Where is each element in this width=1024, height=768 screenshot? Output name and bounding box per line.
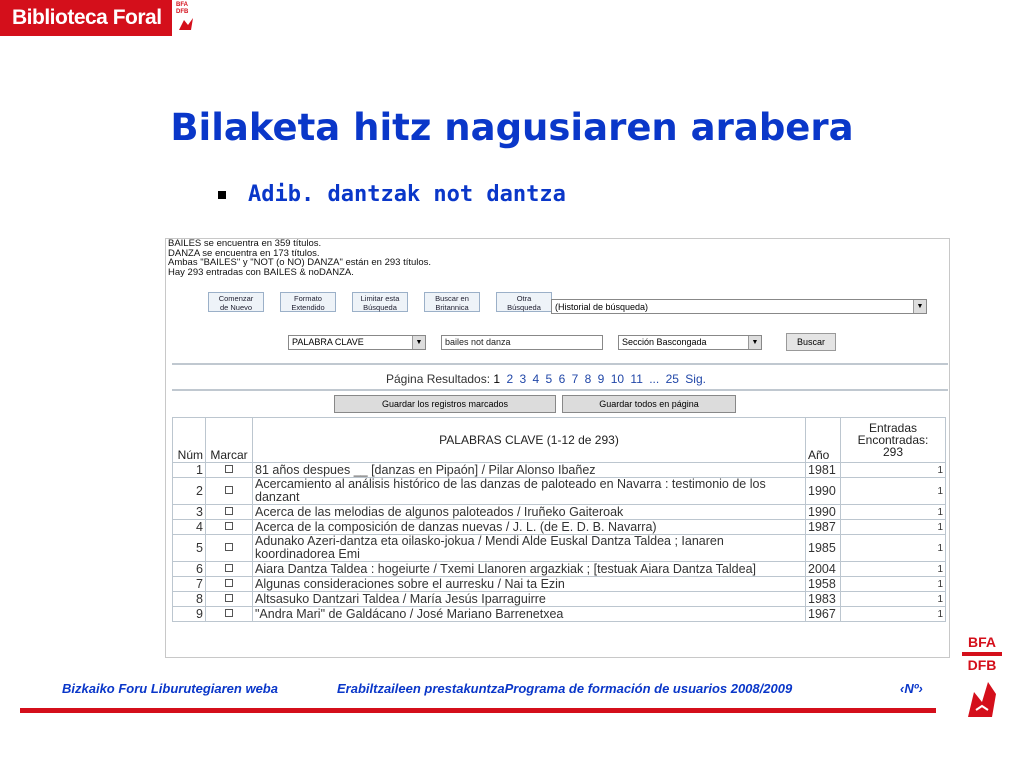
divider (172, 363, 948, 365)
result-count: 1 (841, 577, 946, 592)
footer-divider (20, 708, 936, 713)
search-type-select[interactable]: PALABRA CLAVE ▼ (288, 335, 426, 350)
row-number: 1 (173, 463, 206, 478)
header-count: Entradas Encontradas: 293 (841, 418, 946, 463)
row-number: 9 (173, 607, 206, 622)
result-year: 1967 (806, 607, 841, 622)
search-button[interactable]: Buscar (786, 333, 836, 351)
header-mark: Marcar (206, 418, 253, 463)
result-count: 1 (841, 535, 946, 562)
result-count: 1 (841, 607, 946, 622)
checkbox-icon[interactable] (225, 522, 233, 530)
bfa-dfb-logo-icon: BFA DFB (962, 635, 1002, 725)
mark-checkbox[interactable] (206, 520, 253, 535)
mark-checkbox[interactable] (206, 535, 253, 562)
table-header-row (173, 418, 946, 463)
row-number: 3 (173, 505, 206, 520)
checkbox-icon[interactable] (225, 465, 233, 473)
result-year: 1983 (806, 592, 841, 607)
header-title: PALABRAS CLAVE (1-12 de 293) (253, 418, 806, 463)
bullet-text: Adib. dantzak not dantza (248, 182, 566, 207)
another-search-button[interactable]: Otra Búsqueda (496, 292, 552, 312)
result-year: 1990 (806, 478, 841, 505)
table-row (173, 478, 946, 505)
page-link[interactable]: 5 (545, 372, 553, 386)
result-year: 1958 (806, 577, 841, 592)
checkbox-icon[interactable] (225, 579, 233, 587)
limit-search-button[interactable]: Limitar esta Búsqueda (352, 292, 408, 312)
page-ellipsis: ... (649, 372, 660, 386)
page-link[interactable]: 8 (584, 372, 592, 386)
result-count: 1 (841, 592, 946, 607)
mark-checkbox[interactable] (206, 463, 253, 478)
result-year: 1987 (806, 520, 841, 535)
result-count: 1 (841, 520, 946, 535)
checkbox-icon[interactable] (225, 507, 233, 515)
mark-checkbox[interactable] (206, 505, 253, 520)
chevron-down-icon: ▼ (748, 336, 761, 349)
checkbox-icon[interactable] (225, 609, 233, 617)
save-all-button[interactable]: Guardar todos en página (562, 395, 736, 413)
mark-checkbox[interactable] (206, 577, 253, 592)
result-year: 2004 (806, 562, 841, 577)
table-row (173, 505, 946, 520)
checkbox-icon[interactable] (225, 594, 233, 602)
start-over-button[interactable]: Comenzar de Nuevo (208, 292, 264, 312)
page-link[interactable]: 3 (519, 372, 527, 386)
message-line: BAILES se encuentra en 359 títulos. (168, 238, 322, 249)
result-title-link[interactable]: "Andra Mari" de Galdácano / José Mariano Barrenetxea (253, 607, 806, 622)
table-row (173, 562, 946, 577)
result-year: 1990 (806, 505, 841, 520)
row-number: 5 (173, 535, 206, 562)
table-row (173, 520, 946, 535)
page-link[interactable]: 6 (558, 372, 566, 386)
row-number: 6 (173, 562, 206, 577)
row-number: 2 (173, 478, 206, 505)
mark-checkbox[interactable] (206, 562, 253, 577)
header-year: Año (806, 418, 841, 463)
checkbox-icon[interactable] (225, 564, 233, 572)
bullet-item (218, 182, 566, 207)
result-title-link[interactable]: Algunas consideraciones sobre el aurresku / Nai ta Ezin (253, 577, 806, 592)
table-row (173, 535, 946, 562)
biblioteca-foral-logo (0, 0, 172, 36)
result-count: 1 (841, 478, 946, 505)
page-link[interactable]: 4 (532, 372, 540, 386)
footer-center: Erabiltzaileen prestakuntzaPrograma de formación de usuarios 2008/2009 (337, 681, 793, 696)
divider (172, 389, 948, 391)
page-link[interactable]: 7 (571, 372, 579, 386)
result-title-link[interactable]: Acerca de la composición de danzas nuevas / J. L. (de E. D. B. Navarra) (253, 520, 806, 535)
page-link[interactable]: 9 (597, 372, 605, 386)
location-select[interactable]: Sección Bascongada ▼ (618, 335, 762, 350)
checkbox-icon[interactable] (225, 486, 233, 494)
next-page-link[interactable]: Sig. (685, 372, 706, 386)
page-link[interactable]: 25 (665, 372, 679, 386)
table-row (173, 577, 946, 592)
search-history-select[interactable]: (Historial de búsqueda) ▼ (551, 299, 927, 314)
search-input[interactable]: bailes not danza (441, 335, 603, 350)
extended-format-button[interactable]: Formato Extendido (280, 292, 336, 312)
result-count: 1 (841, 463, 946, 478)
search-britannica-button[interactable]: Buscar en Britannica (424, 292, 480, 312)
pagination-label: Página Resultados: (386, 372, 491, 386)
chevron-down-icon: ▼ (412, 336, 425, 349)
mark-checkbox[interactable] (206, 607, 253, 622)
table-row (173, 592, 946, 607)
heraldic-emblem-icon (962, 672, 1002, 722)
page-link[interactable]: 2 (506, 372, 514, 386)
bfa-emblem-icon: BFA DFB (176, 2, 198, 38)
message-line: DANZA se encuentra en 173 títulos. (168, 247, 320, 259)
result-title-link[interactable]: Aiara Dantza Taldea : hogeiurte / Txemi Llanoren argazkiak ; [testuak Aiara Dantza Taldea] (253, 562, 806, 577)
chevron-down-icon: ▼ (913, 300, 926, 313)
page-number: ‹Nº› (900, 681, 923, 696)
result-count: 1 (841, 505, 946, 520)
result-title-link[interactable]: 81 años despues __ [danzas en Pipaón] / Pilar Alonso Ibañez (253, 463, 806, 478)
result-year: 1981 (806, 463, 841, 478)
header-num: Núm (173, 418, 206, 463)
opac-screenshot (165, 238, 950, 658)
page-link[interactable]: 11 (630, 372, 643, 386)
bullet-square-icon (218, 191, 226, 199)
mark-checkbox[interactable] (206, 478, 253, 505)
slide-title: Bilaketa hitz nagusiaren arabera (170, 106, 854, 149)
results-table (172, 417, 946, 622)
row-number: 4 (173, 520, 206, 535)
result-title-link[interactable]: Acercamiento al análisis histórico de las danzas de paloteado en Navarra : testimonio de los danzant (253, 478, 806, 505)
mark-checkbox[interactable] (206, 592, 253, 607)
pagination (386, 372, 709, 386)
result-title-link[interactable]: Acerca de las melodias de algunos paloteados / Iruñeko Gaiteroak (253, 505, 806, 520)
row-number: 7 (173, 577, 206, 592)
result-count: 1 (841, 562, 946, 577)
search-messages (168, 239, 431, 277)
result-title-link[interactable]: Altsasuko Dantzari Taldea / María Jesús Iparraguirre (253, 592, 806, 607)
save-marked-button[interactable]: Guardar los registros marcados (334, 395, 556, 413)
page-link[interactable]: 10 (610, 372, 625, 386)
footer-left: Bizkaiko Foru Liburutegiaren weba (62, 681, 278, 696)
result-title-link[interactable]: Adunako Azeri-dantza eta oilasko-jokua / Mendi Alde Euskal Dantza Taldea ; Ianaren koordinadorea Emi (253, 535, 806, 562)
result-year: 1985 (806, 535, 841, 562)
checkbox-icon[interactable] (225, 543, 233, 551)
table-row (173, 463, 946, 478)
table-row (173, 607, 946, 622)
page-current: 1 (493, 372, 501, 386)
message-line: Hay 293 entradas con BAILES & noDANZA. (168, 266, 354, 278)
row-number: 8 (173, 592, 206, 607)
opac-toolbar (208, 292, 568, 312)
logo-text: Biblioteca Foral (12, 6, 162, 29)
message-line: Ambas "BAILES" y "NOT (o NO) DANZA" están en 293 títulos. (168, 257, 432, 268)
